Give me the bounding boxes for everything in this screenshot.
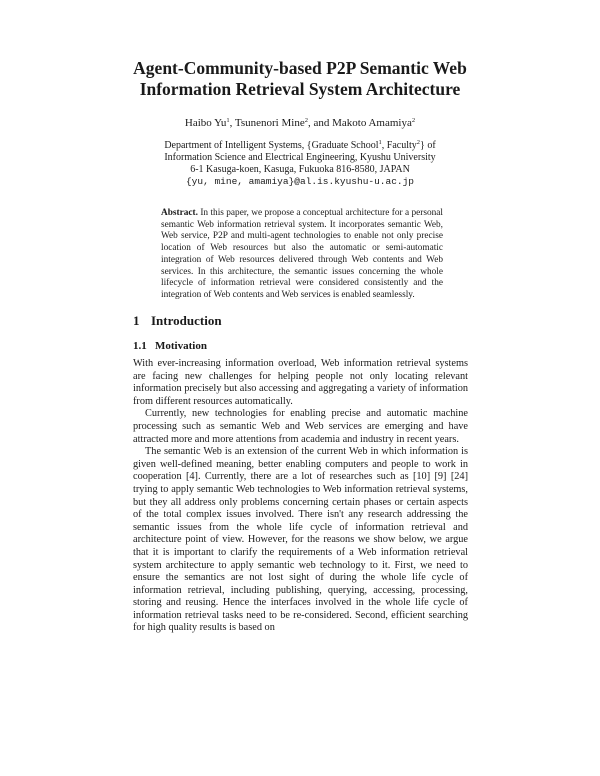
author-3-affil-mark: 2 [411, 117, 416, 124]
affiliation-line-3: 6-1 Kasuga-koen, Kasuga, Fukuoka 816-8580, JAPAN [190, 164, 410, 175]
affiliation-block [100, 140, 500, 188]
author-list: Haibo Yu$^1$, Tsunenori Mine$^2$, and Makoto Amamiya$^2$ [184, 117, 416, 129]
section-heading [133, 313, 222, 329]
affiliation-line-1-mid: , Faculty [381, 140, 417, 151]
affiliation-line-1 [100, 140, 500, 152]
section-number: 1 [133, 313, 140, 328]
author-2-affil-mark: 2 [304, 117, 308, 124]
author-3: and Makoto Amamiya [313, 117, 412, 129]
author-email: {yu, mine, amamiya}@al.is.kyushu-u.ac.jp [185, 176, 415, 187]
subsection-heading [133, 340, 207, 353]
body-text [133, 358, 468, 635]
affiliation-mark-1: 1 [378, 139, 382, 146]
section-title: Introduction [151, 313, 222, 328]
affiliation-line-2: Information Science and Electrical Engineering, Kyushu University [164, 152, 436, 163]
affiliation-line-1-pre: Department of Intelligent Systems, {Graduate School [164, 140, 379, 151]
body-paragraph-2: Currently, new technologies for enabling precise and automatic machine processing such as semantic Web and Web services are emerging and have attracted more and more attentions from academia and industry in recent years. [133, 408, 468, 445]
title-line-1: Agent-Community-based P2P Semantic Web [133, 58, 467, 78]
body-paragraph-3: The semantic Web is an extension of the current Web in which information is given well-defined meaning, better enabling computers and people to work in cooperation [4]. Currently, there are a lot of researches such as [10] [9] [24] trying to apply semantic Web technologies to Web information retrieval systems, but they all address only problems concerning certain phases or certain aspects of the total complex issues involved. There isn't any research addressing the semantic issues from the whole life cycle of information retrieval and architecture point of view. However, for the reasons we show below, we argue that it is important to clarify the requirements of a Web information retrieval system architecture to apply semantic web technology to it. First, we need to ensure the semantics are not lost sight of during the whole life cycle of information retrieval, including publishing, querying, accessing, processing, storing and reusing. Hence the interfaces involved in the whole life cycle of information retrieval tasks need to be re-considered. Second, efficient searching for high quality results is based on [133, 446, 468, 634]
subsection-title: Motivation [155, 340, 207, 352]
abstract-text: In this paper, we propose a conceptual architecture for a personal semantic Web information retrieval system. It incorporates semantic Web, Web service, P2P and multi-agent technologies to enable not only precise location of Web resources but also the automatic or semi-automatic integration of Web resources delivered through Web contents and Web services. In this architecture, the semantic issues concerning the whole lifecycle of information retrieval were considered consistently and the integration of Web contents and Web services is enabled seamlessly. [161, 208, 444, 300]
body-paragraph-1: With ever-increasing information overload, Web information retrieval systems are facing new challenges for helping people not only locating relevant information precisely but also accessing and aggregating a variety of information from different resources automatically. [133, 358, 468, 407]
paper-title [100, 58, 500, 100]
subsection-number: 1.1 [133, 340, 147, 352]
author-1-affil-mark: 1 [226, 117, 230, 124]
title-line-2: Information Retrieval System Architecture [139, 79, 461, 99]
affiliation-mark-2: 2 [416, 139, 421, 146]
affiliation-line-1-post: } of [420, 140, 436, 151]
author-2: Tsunenori Mine [234, 117, 305, 129]
abstract [161, 208, 443, 302]
author-1: Haibo Yu [184, 117, 227, 129]
abstract-label: Abstract. [161, 208, 198, 218]
